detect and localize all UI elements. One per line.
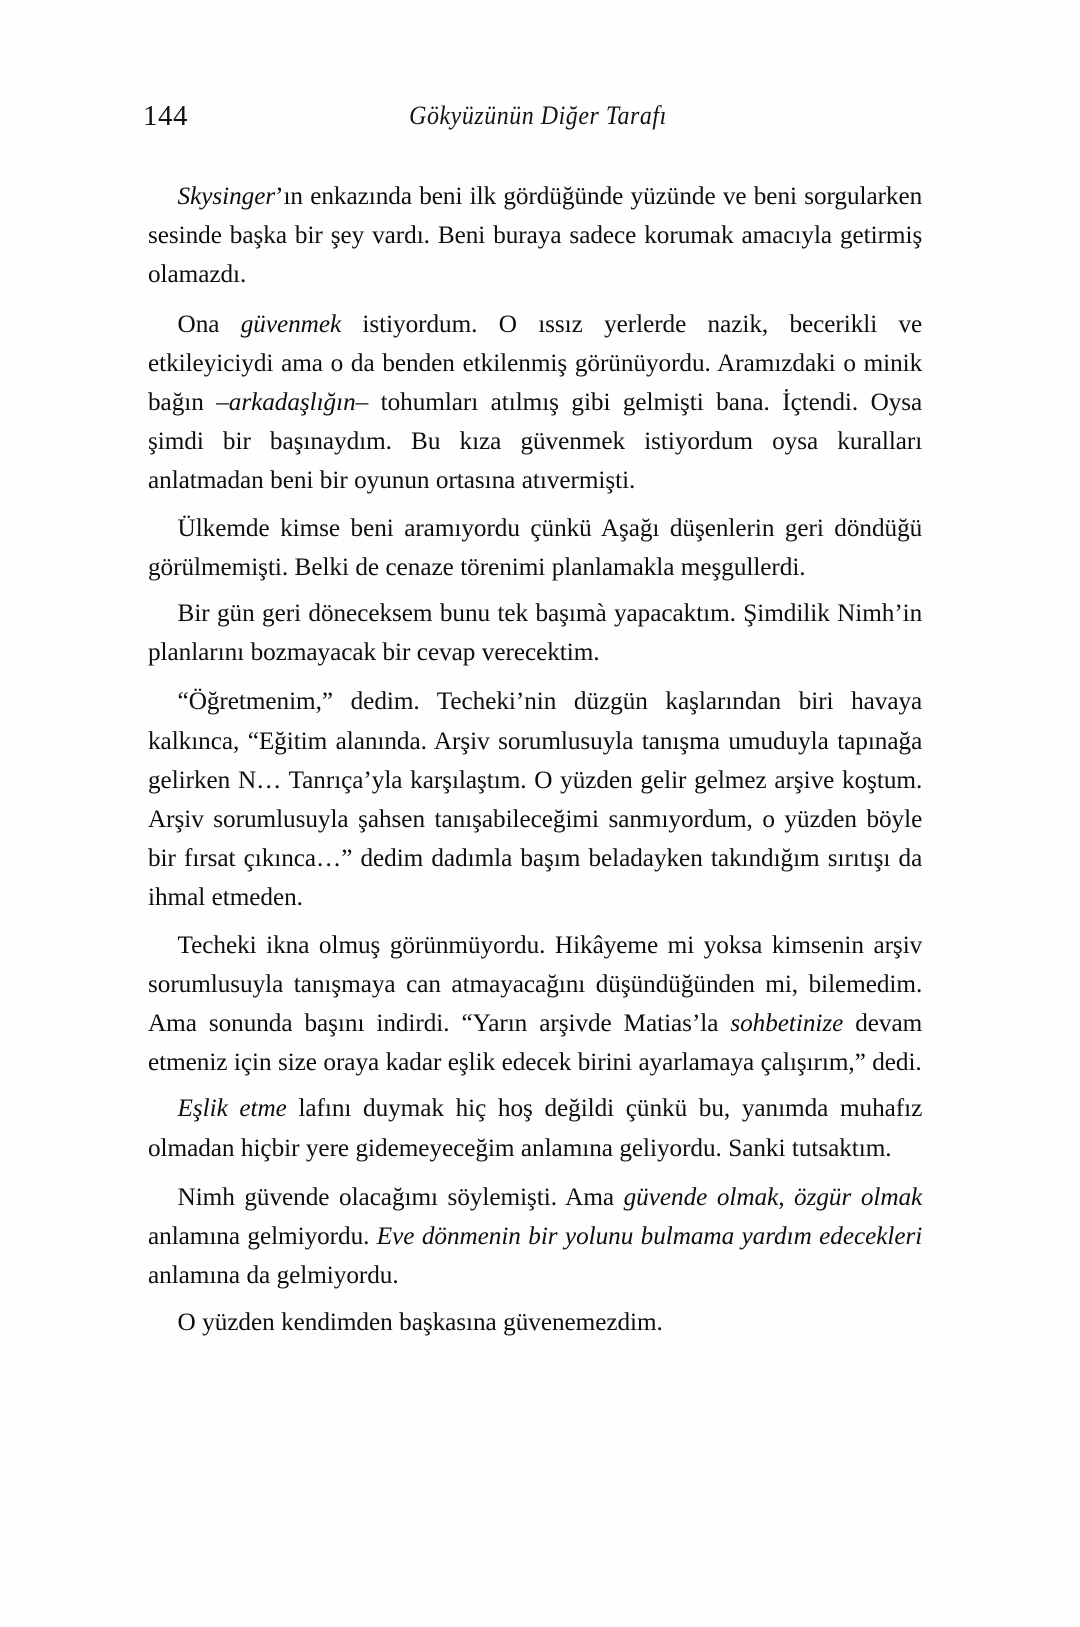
body-paragraph — [148, 1088, 922, 1166]
text-run: tohumları atılmış gibi gelmişti bana. İçtendi. Oysa şimdi bir başınaydım. Bu kıza güvenmek istiyordum oysa kuralları anlatmadan beni bir oyunun ortasına atıvermişti. — [148, 387, 923, 495]
text-run: Ona — [177, 308, 241, 338]
emphasis-run: sohbetinize — [730, 1008, 844, 1038]
emphasis-run: Eşlik etme — [177, 1093, 287, 1123]
text-run: Ülkemde kimse beni aramıyordu çünkü Aşağı düşenlerin geri döndüğü görülmemişti. Belki de cenaze törenimi planlamakla meşgullerdi. — [148, 512, 923, 581]
body-paragraph — [148, 1177, 922, 1295]
emphasis-run: –arkadaşlığın– — [216, 387, 369, 417]
text-run: Bir gün geri döneceksem bunu tek başımà yapacaktım. Şimdilik Nimh’in planlarını bozmayacak bir cevap verecektim. — [148, 598, 923, 667]
page-number: 144 — [143, 100, 188, 132]
text-run: Techeki ikna olmuş görünmüyordu. Hikâyeme mi yoksa kimsenin arşiv sorumlusuyla tanışmaya can atmayacağını düşündüğünden mi, bilemedim. Ama sonunda başını indirdi. “Yarın arşivde Matias’la — [148, 929, 923, 1038]
text-run: anlamına da gelmiyordu. — [148, 1260, 399, 1290]
body-paragraph — [148, 1302, 922, 1341]
text-run: ’ın enkazında beni ilk gördüğünde yüzünde ve beni sorgularken sesinde başka bir şey vardı. Beni buraya sadece korumak amacıyla getirmiş olamazdı. — [148, 181, 923, 289]
emphasis-run: güvende olmak, özgür olmak — [623, 1181, 923, 1211]
text-run: O yüzden kendimden başkasına güvenemezdim. — [177, 1307, 663, 1337]
emphasis-run: güvenmek — [240, 308, 342, 338]
text-run: Nimh güvende olacağımı söylemişti. Ama — [177, 1181, 624, 1211]
body-paragraph — [148, 925, 922, 1082]
body-paragraph — [148, 681, 922, 916]
page-header — [143, 96, 933, 140]
text-run: lafını duymak hiç hoş değildi çünkü bu, yanımda muhafız olmadan hiçbir yere gidemeyeceğim anlamına geliyordu. Sanki tutsaktım. — [148, 1093, 923, 1162]
text-run: “Öğretmenim,” dedim. Techeki’nin düzgün kaşlarından biri havaya kalkınca, “Eğitim alanında. Arşiv sorumlusuyla tanışma umuduyla tapınağa gelirken N… Tanrıça’yla karşılaştım. O yüzden gelir gelmez arşive koştum. Arşiv sorumlusuyla şahsen tanışabileceğimi sanmıyordum, o yüzden böyle bir fırsat çıkınca…” dedim dadımla başım beladayken takındığım sırıtışı da ihmal etmeden. — [148, 686, 923, 912]
emphasis-run: Skysinger — [177, 181, 276, 210]
text-run: istiyordum. O ıssız yerlerde nazik, becerikli ve etkileyiciydi ama o da benden etkilenmiş görünüyordu. Aramızdaki o minik bağın — [148, 308, 923, 417]
emphasis-run: Eve dönmenin bir yolunu bulmama yardım edecekleri — [376, 1221, 923, 1251]
body-paragraph — [148, 508, 922, 586]
body-text-block — [148, 176, 934, 1342]
text-run: devam etmeniz için size oraya kadar eşlik edecek birini ayarlamaya çalışırım,” dedi. — [148, 1008, 923, 1077]
body-paragraph — [148, 593, 922, 671]
running-head-title: Gökyüzünün Diğer Tarafı — [409, 101, 667, 130]
body-paragraph — [148, 176, 922, 294]
body-paragraph — [148, 304, 922, 500]
text-run: anlamına gelmiyordu. — [148, 1221, 377, 1251]
